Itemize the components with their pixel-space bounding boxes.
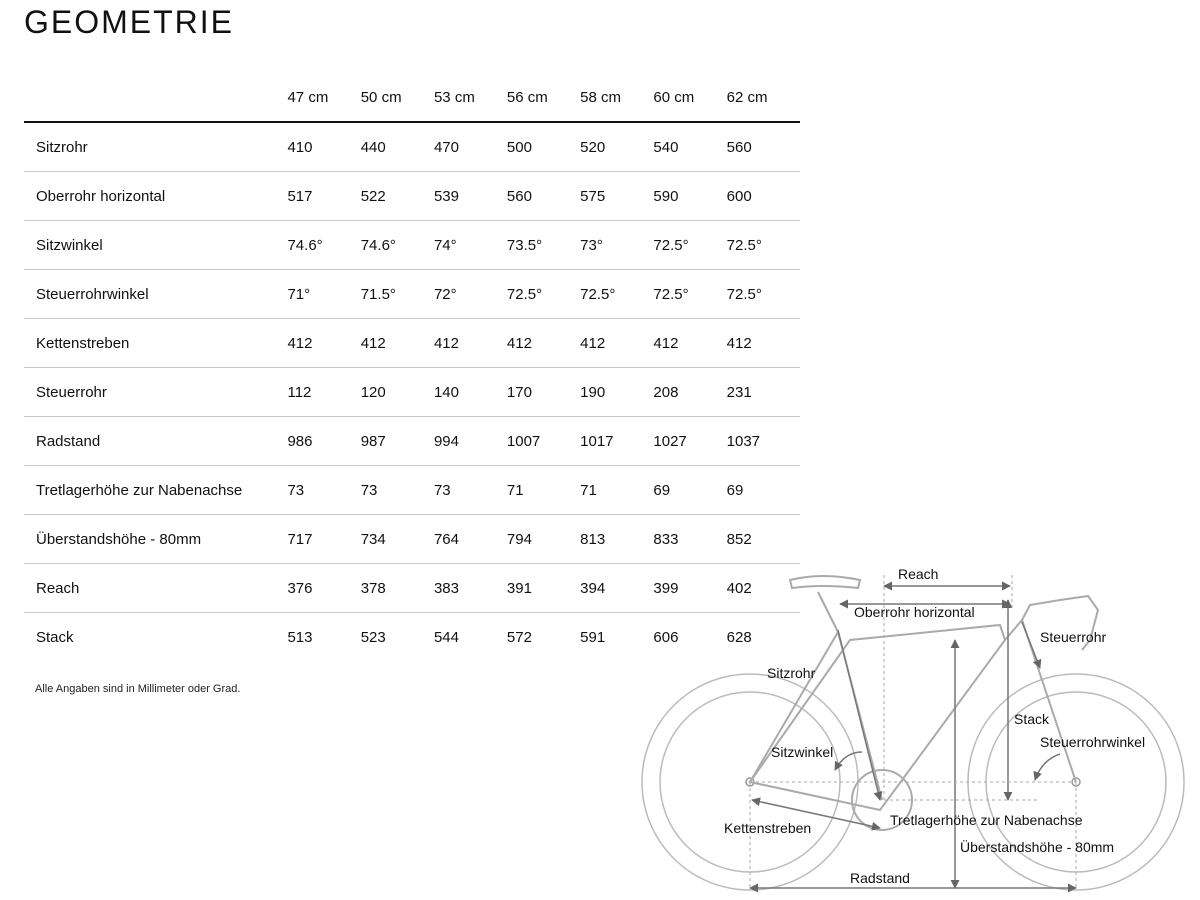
size-header: 58 cm	[580, 73, 653, 122]
page-title: GEOMETRIE	[24, 4, 235, 40]
table-header-row	[24, 73, 800, 122]
table-cell: 544	[433, 628, 459, 646]
table-cell: 72.5°	[507, 270, 580, 319]
row-label: Radstand	[24, 417, 287, 466]
table-cell: 412	[507, 319, 580, 368]
table-row	[24, 221, 800, 270]
table-cell: 170	[507, 368, 580, 417]
table-cell: 590	[653, 172, 726, 221]
table-cell: 140	[434, 368, 507, 417]
table-cell: 794	[507, 515, 580, 564]
table-cell: 764	[434, 515, 507, 564]
table-cell: 72.5°	[653, 270, 726, 319]
size-header: 47 cm	[287, 73, 360, 122]
label-radstand: Radstand	[850, 870, 910, 886]
table-cell: 383	[434, 564, 507, 613]
table-cell: 378	[361, 564, 434, 613]
size-header: 50 cm	[361, 73, 434, 122]
table-cell: 73.5°	[507, 221, 580, 270]
table-cell: 69	[727, 466, 800, 515]
table-cell: 73°	[580, 221, 653, 270]
table-cell: 575	[580, 172, 653, 221]
table-cell: 1017	[580, 417, 653, 466]
table-cell: 412	[434, 319, 507, 368]
table-cell: 560	[507, 172, 580, 221]
table-cell: 73	[361, 466, 434, 515]
table-cell: 71	[507, 466, 580, 515]
bike-geometry-diagram	[630, 555, 1190, 895]
table-cell: 572	[506, 628, 532, 646]
table-cell: 71°	[287, 270, 360, 319]
table-cell: 833	[653, 515, 726, 564]
row-label: Oberrohr horizontal	[24, 172, 287, 221]
table-cell: 391	[507, 564, 580, 613]
table-cell: 560	[727, 122, 800, 172]
label-steuerrohr: Steuerrohr	[1040, 629, 1107, 645]
table-cell: 1037	[727, 417, 800, 466]
row-label: Steuerrohr	[24, 368, 287, 417]
table-cell: 513	[287, 628, 313, 646]
label-kettenstreben: Kettenstreben	[724, 820, 812, 836]
table-row	[24, 319, 800, 368]
label-stack: Stack	[1014, 711, 1050, 727]
table-cell: 74°	[434, 221, 507, 270]
label-sitzwinkel: Sitzwinkel	[771, 744, 834, 760]
table-cell: 994	[434, 417, 507, 466]
table-cell: 470	[434, 122, 507, 172]
table-cell: 69	[653, 466, 726, 515]
table-cell: 412	[727, 319, 800, 368]
table-cell: 500	[507, 122, 580, 172]
table-cell: 231	[727, 368, 800, 417]
size-header: 53 cm	[434, 73, 507, 122]
label-oberrohr: Oberrohr horizontal	[854, 604, 975, 620]
table-cell: 73	[287, 466, 360, 515]
row-label: Steuerrohrwinkel	[24, 270, 287, 319]
table-cell: 402	[727, 564, 800, 613]
table-cell: 410	[287, 122, 360, 172]
table-cell: 606	[653, 628, 679, 646]
table-cell: 1027	[653, 417, 726, 466]
table-cell: 600	[727, 172, 800, 221]
label-steuerrohrwinkel: Steuerrohrwinkel	[1040, 734, 1146, 750]
table-cell: 72.5°	[727, 270, 800, 319]
table-cell: 394	[580, 564, 653, 613]
table-cell: 852	[727, 515, 800, 564]
row-label: Überstandshöhe - 80mm	[24, 515, 287, 564]
table-cell: 73	[434, 466, 507, 515]
table-cell: 71	[580, 466, 653, 515]
row-label: Kettenstreben	[24, 319, 287, 368]
table-cell: 987	[361, 417, 434, 466]
table-cell: 1007	[507, 417, 580, 466]
table-cell: 440	[361, 122, 434, 172]
table-row	[24, 368, 800, 417]
size-header: 56 cm	[507, 73, 580, 122]
table-cell: 72.5°	[580, 270, 653, 319]
table-row	[24, 172, 800, 221]
label-sitzrohr: Sitzrohr	[767, 665, 816, 681]
row-label: Reach	[24, 564, 287, 613]
size-header: 60 cm	[653, 73, 726, 122]
table-cell: 72.5°	[727, 221, 800, 270]
table-cell: 522	[361, 172, 434, 221]
table-cell: 539	[434, 172, 507, 221]
table-cell: 813	[580, 515, 653, 564]
table-cell: 112	[287, 368, 360, 417]
table-cell: 72°	[434, 270, 507, 319]
table-row	[24, 417, 800, 466]
table-cell: 412	[287, 319, 360, 368]
table-cell: 734	[361, 515, 434, 564]
table-cell: 591	[580, 628, 606, 646]
table-row	[24, 270, 800, 319]
table-cell: 208	[653, 368, 726, 417]
table-cell: 71.5°	[361, 270, 434, 319]
table-cell: 376	[287, 564, 360, 613]
table-row	[24, 466, 800, 515]
table-cell: 523	[360, 628, 386, 646]
table-cell: 412	[653, 319, 726, 368]
size-header: 62 cm	[727, 73, 800, 122]
row-label: Sitzrohr	[24, 122, 287, 172]
table-cell: 72.5°	[653, 221, 726, 270]
table-cell: 517	[287, 172, 360, 221]
table-row	[24, 122, 800, 172]
table-cell: 399	[653, 564, 726, 613]
table-cell: 120	[361, 368, 434, 417]
footnote: Alle Angaben sind in Millimeter oder Grad.	[35, 683, 241, 695]
table-cell: 412	[580, 319, 653, 368]
table-cell: 717	[287, 515, 360, 564]
table-cell: 74.6°	[361, 221, 434, 270]
table-cell: 412	[361, 319, 434, 368]
label-reach: Reach	[898, 566, 939, 582]
label-ueberstand: Überstandshöhe - 80mm	[960, 839, 1115, 855]
table-cell: 986	[287, 417, 360, 466]
row-label: Sitzwinkel	[24, 221, 287, 270]
row-label: Tretlagerhöhe zur Nabenachse	[24, 466, 287, 515]
table-header-label	[24, 73, 287, 122]
label-tretlager: Tretlagerhöhe zur Nabenachse	[890, 812, 1083, 828]
table-cell: 74.6°	[287, 221, 360, 270]
row-label: Stack	[36, 628, 74, 646]
table-cell: 520	[580, 122, 653, 172]
table-cell: 628	[726, 628, 752, 646]
table-cell: 190	[580, 368, 653, 417]
table-cell: 540	[653, 122, 726, 172]
